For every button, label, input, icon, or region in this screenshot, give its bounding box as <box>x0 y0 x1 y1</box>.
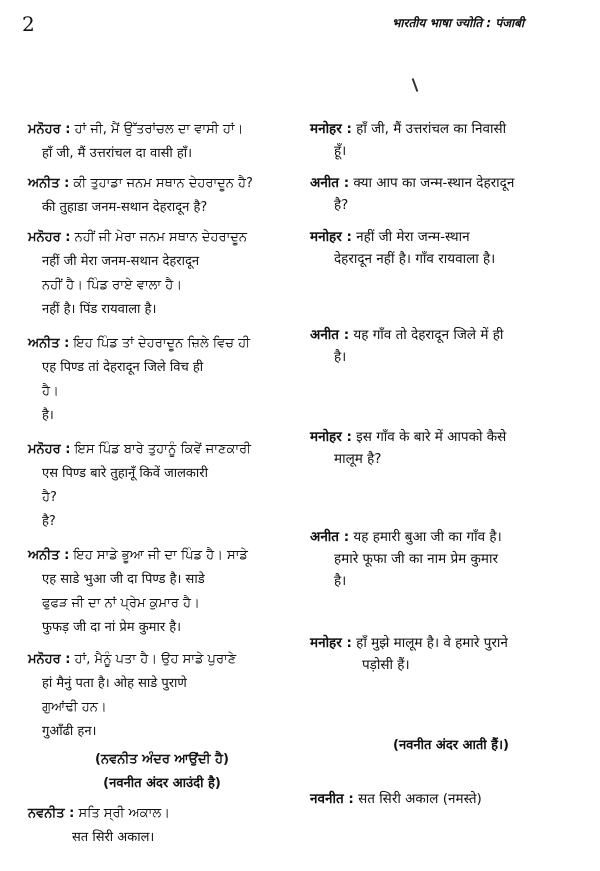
left-turn-5 <box>28 438 296 534</box>
right-stage-direction: (नवनीत अंदर आती हैं।) <box>393 738 509 753</box>
left-turn-1 <box>28 118 296 166</box>
left-turn-2 <box>28 172 296 220</box>
right-turn-4 <box>310 324 503 368</box>
dialogue-line: हमारे फूफा जी का नाम प्रेम कुमार <box>334 551 498 567</box>
speaker-label: ਅਨੀਤ : <box>28 176 70 191</box>
dialogue-line: ਫੁਫੜ ਜੀ ਦਾ ਨਾਂ ਪ੍ਰੇਮ ਕੁਮਾਰ ਹੈ। <box>42 596 200 611</box>
speaker-label: नवनीत : <box>310 791 354 807</box>
dialogue-line: सत सिरी अकाल। <box>72 830 155 845</box>
dialogue-line: नहीं जी मेरा जन्म-स्थान <box>356 229 470 245</box>
dialogue-line: ਨਹੀਂ ਹੈ। ਪਿੰਡ ਰਾਏ ਵਾਲਾ ਹੈ। <box>42 278 182 293</box>
speaker-label: ਮਨੋਹਰ : <box>28 442 71 457</box>
speaker-label: अनीत : <box>310 327 350 343</box>
dialogue-line: गुआँढी हन। <box>42 724 97 739</box>
dialogue-line: है? <box>334 197 349 213</box>
dialogue-line: मालूम है? <box>334 451 382 467</box>
left-turn-7 <box>28 648 296 744</box>
right-turn-1 <box>310 118 506 162</box>
speaker-label: ਮਨੋਹਰ : <box>28 230 71 245</box>
dialogue-line: हाँ मुझे मालूम है। वे हमारे पुराने <box>356 635 508 651</box>
dialogue-line: हाँ जी, मैं उत्तरांचल का निवासी <box>356 121 507 137</box>
dialogue-line: ਨਹੀਂ ਜੀ ਮੇਰਾ ਜਨਮ ਸਥਾਨ ਦੇਹਰਾਦੂਨ <box>74 230 248 245</box>
dialogue-line: हूँ। <box>334 143 347 159</box>
left-column <box>28 118 296 850</box>
running-title: भारतीय भाषा ज्योति : पंजाबी <box>392 16 525 30</box>
dialogue-line: नहीं है। पिंड रायवाला है। <box>42 302 157 317</box>
dialogue-line: ਇਹ ਸਾਡੇ ਭੂਆ ਜੀ ਦਾ ਪਿੰਡ ਹੈ। ਸਾਡੇ <box>73 548 248 563</box>
speaker-label: अनीत : <box>310 175 350 191</box>
speaker-label: मनोहर : <box>310 635 352 651</box>
dialogue-line: ਇਹ ਪਿੰਡ ਤਾਂ ਦੇਹਰਾਦੂਨ ਜ਼ਿਲੇ ਵਿਚ ਹੀ <box>73 336 251 351</box>
stage-direction-line: (नवनीत अंदर आउंदी है) <box>103 776 221 791</box>
dialogue-line: नहीं जी मेरा जनम-सथान देहरादून <box>42 254 200 269</box>
dialogue-line: एह साडे भुआ जी दा पिण्ड है। साडे <box>42 572 205 587</box>
left-turn-final <box>28 802 296 850</box>
dialogue-line: ਹੈ? <box>42 490 57 505</box>
dialogue-line: है? <box>42 514 56 529</box>
speaker-label: अनीत : <box>310 529 350 545</box>
dialogue-line: एस पिण्ड बारे तुहानूँ किवें जालकारी <box>42 466 208 481</box>
dialogue-line: की तुहाडा जनम-सथान देहरादून है? <box>42 200 208 215</box>
dialogue-line: है। <box>42 408 54 423</box>
dialogue-line: ਹੈ। <box>42 384 59 399</box>
right-turn-5 <box>310 426 506 470</box>
dialogue-line: ਹਾਂ, ਮੈਨੂੰ ਪਤਾ ਹੈ। ਉਹ ਸਾਡੇ ਪੁਰਾਣੇ <box>74 652 237 667</box>
dialogue-line: है। <box>334 349 347 365</box>
stray-mark <box>412 78 419 92</box>
dialogue-line: सत सिरी अकाल (नमस्ते) <box>358 791 482 807</box>
speaker-label: मनोहर : <box>310 429 352 445</box>
right-turn-3 <box>310 226 495 270</box>
dialogue-line: पड़ोसी हैं। <box>362 657 410 673</box>
dialogue-line: ਕੀ ਤੁਹਾਡਾ ਜਨਮ ਸਥਾਨ ਦੇਹਰਾਦੂਨ ਹੈ? <box>73 176 253 191</box>
dialogue-line: है। <box>334 573 347 589</box>
speaker-label: ਨਵਨੀਤ : <box>28 806 75 821</box>
dialogue-line: देहरादून नहीं है। गाँव रायवाला है। <box>334 251 496 267</box>
dialogue-line: यह गाँव तो देहरादून जिले में ही <box>353 327 504 343</box>
speaker-label: मनोहर : <box>310 121 352 137</box>
right-turn-2 <box>310 172 514 216</box>
dialogue-line: एह पिण्ड तां देहरादून जिले विच ही <box>42 360 204 375</box>
speaker-label: मनोहर : <box>310 229 352 245</box>
dialogue-line: ਇਸ ਪਿੰਡ ਬਾਰੇ ਤੁਹਾਨੂੰ ਕਿਵੇਂ ਜਾਣਕਾਰੀ <box>74 442 252 457</box>
left-turn-4 <box>28 332 296 428</box>
speaker-label: ਅਨੀਤ : <box>28 548 70 563</box>
dialogue-line: फुफड़ जी दा नां प्रेम कुमार है। <box>42 620 182 635</box>
dialogue-line: हां मैनुं पता है। ओह साडे पुराणे <box>42 676 187 691</box>
right-turn-7 <box>310 632 508 676</box>
right-turn-6 <box>310 526 502 592</box>
stage-direction-line: (ਨਵਨੀਤ ਅੰਦਰ ਆਉਂਦੀ ਹੈ) <box>95 752 229 767</box>
left-turn-6 <box>28 544 296 640</box>
speaker-label: ਮਨੋਹਰ : <box>28 652 71 667</box>
dialogue-line: क्या आप का जन्म-स्थान देहरादून <box>353 175 515 191</box>
left-turn-3 <box>28 226 296 322</box>
dialogue-line: ਹਾਂ ਜੀ, ਮੈਂ ਉੱਤਰਾਂਚਲ ਦਾ ਵਾਸੀ ਹਾਂ। <box>74 122 244 137</box>
dialogue-line: ਗੁਆਂਢੀ ਹਨ। <box>42 700 107 715</box>
right-turn-final <box>310 788 482 810</box>
dialogue-line: ਸਤਿ ਸ੍ਰੀ ਅਕਾਲ। <box>78 806 170 821</box>
left-stage-direction <box>28 748 296 796</box>
dialogue-line: यह हमारी बुआ जी का गाँव है। <box>353 529 502 545</box>
speaker-label: ਅਨੀਤ : <box>28 336 70 351</box>
dialogue-line: इस गाँव के बारे में आपको कैसे <box>356 429 507 445</box>
dialogue-line: हाँ जी, मैं उत्तरांचल दा वासी हाँ। <box>42 146 193 161</box>
page-number: 2 <box>22 12 35 36</box>
speaker-label: ਮਨੋਹਰ : <box>28 122 71 137</box>
